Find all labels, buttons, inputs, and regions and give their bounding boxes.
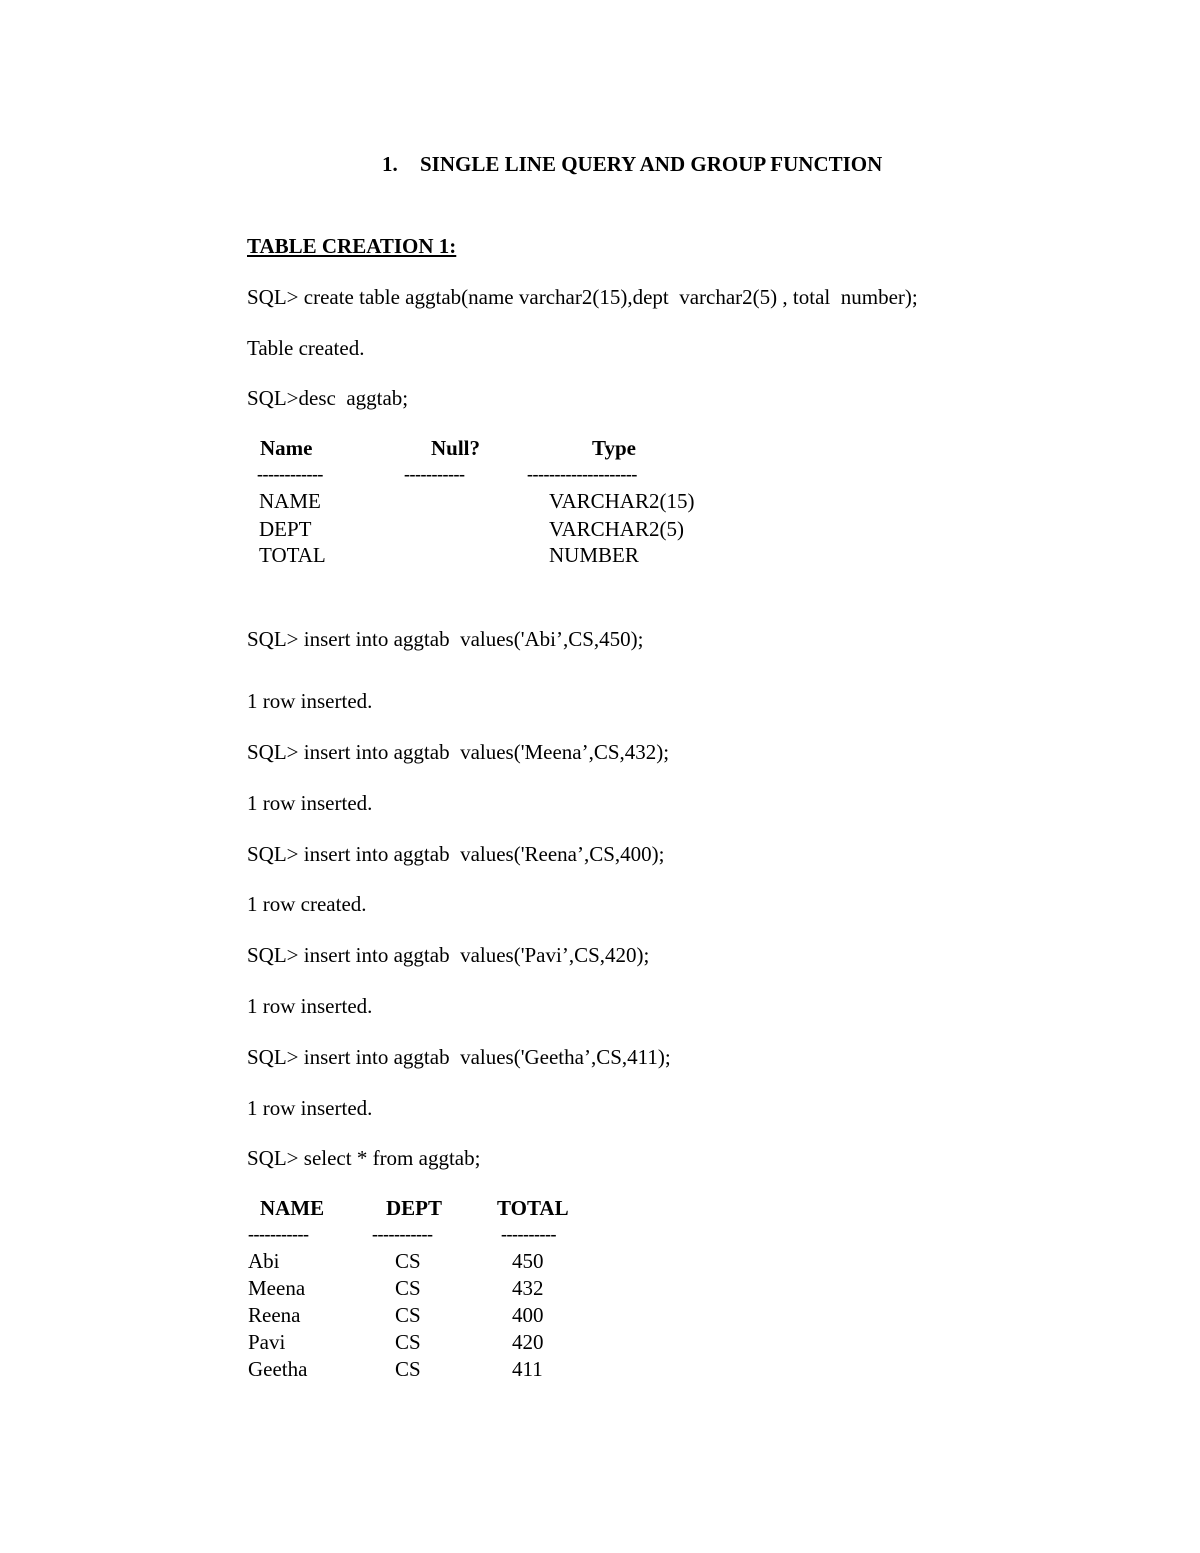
insert-result: 1 row created. xyxy=(247,892,367,916)
create-table-result: Table created. xyxy=(247,336,365,360)
desc-dash-type: -------------------- xyxy=(527,464,637,484)
select-statement: SQL> select * from aggtab; xyxy=(247,1146,481,1170)
insert-result: 1 row inserted. xyxy=(247,1096,373,1120)
desc-dash-null: ----------- xyxy=(404,464,465,484)
result-header-dept: DEPT xyxy=(386,1196,443,1220)
insert-statement: SQL> insert into aggtab values('Abi’,CS,450); xyxy=(247,627,644,651)
insert-statement: SQL> insert into aggtab values('Pavi’,CS,420); xyxy=(247,943,650,967)
insert-statement: SQL> insert into aggtab values('Geetha’,CS,411); xyxy=(247,1045,671,1069)
desc-statement: SQL>desc aggtab; xyxy=(247,386,409,410)
result-dash-dept: ----------- xyxy=(372,1224,433,1244)
result-cell-dept: CS xyxy=(395,1357,421,1381)
desc-row-type: NUMBER xyxy=(549,543,639,567)
result-cell-dept: CS xyxy=(395,1276,421,1300)
result-cell-name: Pavi xyxy=(248,1330,286,1354)
result-cell-name: Geetha xyxy=(248,1357,308,1381)
result-cell-dept: CS xyxy=(395,1249,421,1273)
result-dash-total: ---------- xyxy=(501,1224,556,1244)
result-cell-name: Meena xyxy=(248,1276,306,1300)
desc-dash-name: ------------ xyxy=(257,464,323,484)
desc-header-type: Type xyxy=(592,436,636,460)
result-cell-dept: CS xyxy=(395,1303,421,1327)
result-cell-name: Reena xyxy=(248,1303,301,1327)
desc-row-name: TOTAL xyxy=(259,543,326,567)
result-cell-total: 400 xyxy=(512,1303,544,1327)
result-dash-name: ----------- xyxy=(248,1224,309,1244)
insert-statement: SQL> insert into aggtab values('Meena’,CS,432); xyxy=(247,740,670,764)
insert-statement: SQL> insert into aggtab values('Reena’,CS,400); xyxy=(247,842,665,866)
create-table-statement: SQL> create table aggtab(name varchar2(15),dept varchar2(5) , total number); xyxy=(247,285,918,309)
result-cell-total: 411 xyxy=(512,1357,543,1381)
desc-row-type: VARCHAR2(15) xyxy=(549,489,695,513)
page-heading xyxy=(382,152,882,177)
heading-number: 1. xyxy=(382,152,398,176)
desc-header-name: Name xyxy=(260,436,313,460)
desc-row-type: VARCHAR2(5) xyxy=(549,517,684,541)
result-cell-name: Abi xyxy=(248,1249,280,1273)
result-cell-total: 420 xyxy=(512,1330,544,1354)
result-header-total: TOTAL xyxy=(497,1196,569,1220)
section-title: TABLE CREATION 1: xyxy=(247,234,457,258)
insert-result: 1 row inserted. xyxy=(247,791,373,815)
heading-text: SINGLE LINE QUERY AND GROUP FUNCTION xyxy=(420,152,883,176)
insert-result: 1 row inserted. xyxy=(247,994,373,1018)
result-cell-total: 450 xyxy=(512,1249,544,1273)
desc-row-name: NAME xyxy=(259,489,321,513)
desc-row-name: DEPT xyxy=(259,517,312,541)
result-cell-dept: CS xyxy=(395,1330,421,1354)
desc-header-null: Null? xyxy=(431,436,481,460)
result-cell-total: 432 xyxy=(512,1276,544,1300)
result-header-name: NAME xyxy=(260,1196,325,1220)
insert-result: 1 row inserted. xyxy=(247,689,373,713)
